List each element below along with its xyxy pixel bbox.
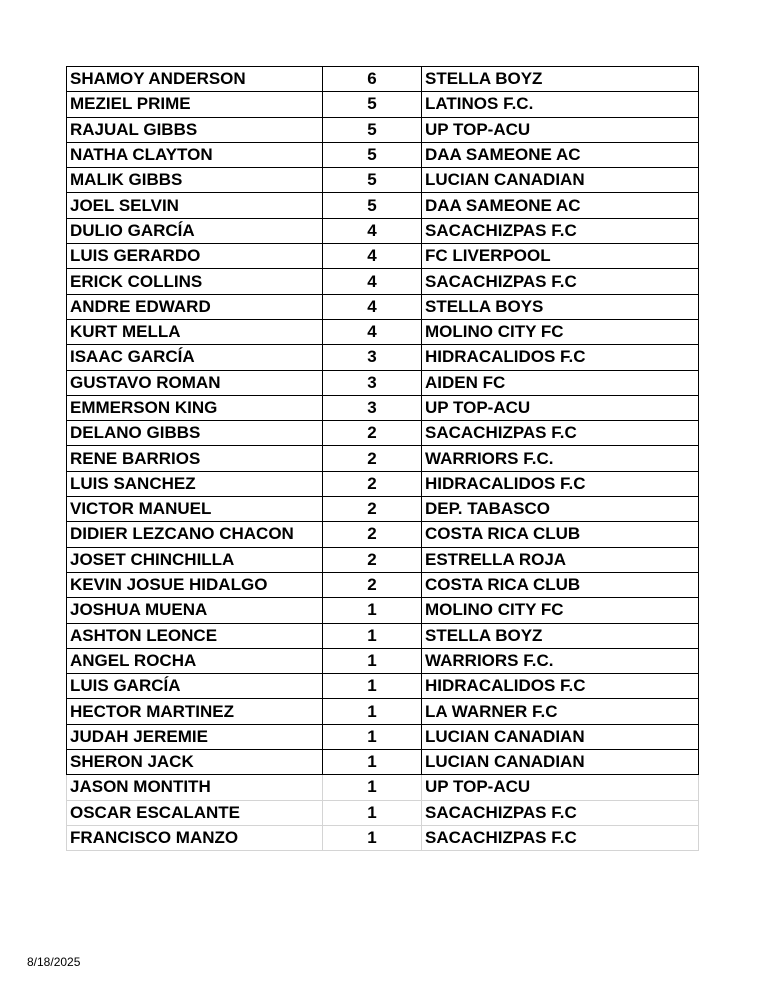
table-row: [67, 471, 699, 496]
team-cell: STELLA BOYZ: [422, 67, 699, 92]
table-row: [67, 244, 699, 269]
team-cell: AIDEN FC: [422, 370, 699, 395]
table-row: [67, 345, 699, 370]
goals-cell: 1: [323, 775, 422, 800]
goals-cell: 2: [323, 572, 422, 597]
player-cell: KEVIN JOSUE HIDALGO: [67, 572, 323, 597]
player-cell: JOEL SELVIN: [67, 193, 323, 218]
team-cell: DAA SAMEONE AC: [422, 142, 699, 167]
team-cell: SACACHIZPAS F.C: [422, 218, 699, 243]
team-cell: SACACHIZPAS F.C: [422, 825, 699, 850]
goals-cell: 2: [323, 547, 422, 572]
table-row: [67, 269, 699, 294]
goals-cell: 2: [323, 522, 422, 547]
team-cell: HIDRACALIDOS F.C: [422, 674, 699, 699]
goals-cell: 5: [323, 92, 422, 117]
goals-cell: 2: [323, 497, 422, 522]
player-cell: ANGEL ROCHA: [67, 648, 323, 673]
table-row: [67, 193, 699, 218]
table-row: [67, 395, 699, 420]
goals-cell: 3: [323, 395, 422, 420]
goals-cell: 4: [323, 294, 422, 319]
team-cell: COSTA RICA CLUB: [422, 572, 699, 597]
team-cell: STELLA BOYS: [422, 294, 699, 319]
goals-cell: 5: [323, 142, 422, 167]
team-cell: LUCIAN CANADIAN: [422, 724, 699, 749]
table-row: [67, 319, 699, 344]
goals-cell: 1: [323, 598, 422, 623]
player-cell: JUDAH JEREMIE: [67, 724, 323, 749]
goals-cell: 3: [323, 345, 422, 370]
goals-cell: 1: [323, 750, 422, 775]
player-cell: ERICK COLLINS: [67, 269, 323, 294]
goals-cell: 2: [323, 421, 422, 446]
team-cell: HIDRACALIDOS F.C: [422, 471, 699, 496]
player-cell: LUIS SANCHEZ: [67, 471, 323, 496]
goals-cell: 1: [323, 623, 422, 648]
team-cell: MOLINO CITY FC: [422, 598, 699, 623]
player-cell: LUIS GERARDO: [67, 244, 323, 269]
table-row: [67, 421, 699, 446]
goals-cell: 4: [323, 319, 422, 344]
table-row: [67, 699, 699, 724]
goals-cell: 2: [323, 471, 422, 496]
team-cell: WARRIORS F.C.: [422, 446, 699, 471]
table-row: [67, 117, 699, 142]
team-cell: LUCIAN CANADIAN: [422, 168, 699, 193]
player-cell: VICTOR MANUEL: [67, 497, 323, 522]
player-cell: FRANCISCO MANZO: [67, 825, 323, 850]
goals-cell: 1: [323, 825, 422, 850]
goals-cell: 1: [323, 674, 422, 699]
goals-cell: 2: [323, 446, 422, 471]
goals-cell: 4: [323, 244, 422, 269]
team-cell: SACACHIZPAS F.C: [422, 800, 699, 825]
goals-cell: 5: [323, 193, 422, 218]
table-row: [67, 724, 699, 749]
table-row: [67, 598, 699, 623]
team-cell: MOLINO CITY FC: [422, 319, 699, 344]
table-row: [67, 674, 699, 699]
goals-cell: 3: [323, 370, 422, 395]
table-row: [67, 370, 699, 395]
player-cell: MEZIEL PRIME: [67, 92, 323, 117]
player-cell: ASHTON LEONCE: [67, 623, 323, 648]
team-cell: LATINOS F.C.: [422, 92, 699, 117]
player-cell: MALIK GIBBS: [67, 168, 323, 193]
team-cell: FC LIVERPOOL: [422, 244, 699, 269]
player-cell: SHERON JACK: [67, 750, 323, 775]
player-cell: HECTOR MARTINEZ: [67, 699, 323, 724]
table-row: [67, 648, 699, 673]
goals-cell: 1: [323, 648, 422, 673]
team-cell: DEP. TABASCO: [422, 497, 699, 522]
player-cell: JOSHUA MUENA: [67, 598, 323, 623]
table-row: [67, 775, 699, 800]
team-cell: COSTA RICA CLUB: [422, 522, 699, 547]
goals-cell: 1: [323, 800, 422, 825]
scorers-table: [66, 66, 699, 851]
player-cell: NATHA CLAYTON: [67, 142, 323, 167]
player-cell: ANDRE EDWARD: [67, 294, 323, 319]
table-row: [67, 572, 699, 597]
goals-cell: 1: [323, 699, 422, 724]
team-cell: WARRIORS F.C.: [422, 648, 699, 673]
team-cell: UP TOP-ACU: [422, 395, 699, 420]
scorers-table-body: [67, 67, 699, 851]
player-cell: RAJUAL GIBBS: [67, 117, 323, 142]
table-row: [67, 547, 699, 572]
team-cell: UP TOP-ACU: [422, 775, 699, 800]
table-row: [67, 522, 699, 547]
table-row: [67, 750, 699, 775]
table-row: [67, 142, 699, 167]
table-row: [67, 497, 699, 522]
player-cell: DULIO GARCÍA: [67, 218, 323, 243]
player-cell: LUIS GARCÍA: [67, 674, 323, 699]
table-row: [67, 825, 699, 850]
table-row: [67, 623, 699, 648]
player-cell: KURT MELLA: [67, 319, 323, 344]
player-cell: SHAMOY ANDERSON: [67, 67, 323, 92]
team-cell: LA WARNER F.C: [422, 699, 699, 724]
goals-cell: 1: [323, 724, 422, 749]
player-cell: EMMERSON KING: [67, 395, 323, 420]
goals-cell: 4: [323, 269, 422, 294]
goals-cell: 6: [323, 67, 422, 92]
player-cell: OSCAR ESCALANTE: [67, 800, 323, 825]
team-cell: UP TOP-ACU: [422, 117, 699, 142]
table-row: [67, 168, 699, 193]
team-cell: SACACHIZPAS F.C: [422, 421, 699, 446]
player-cell: DIDIER LEZCANO CHACON: [67, 522, 323, 547]
team-cell: HIDRACALIDOS F.C: [422, 345, 699, 370]
table-row: [67, 446, 699, 471]
player-cell: JASON MONTITH: [67, 775, 323, 800]
table-row: [67, 800, 699, 825]
table-row: [67, 218, 699, 243]
table-row: [67, 92, 699, 117]
player-cell: GUSTAVO ROMAN: [67, 370, 323, 395]
player-cell: DELANO GIBBS: [67, 421, 323, 446]
team-cell: ESTRELLA ROJA: [422, 547, 699, 572]
player-cell: JOSET CHINCHILLA: [67, 547, 323, 572]
goals-cell: 5: [323, 168, 422, 193]
team-cell: STELLA BOYZ: [422, 623, 699, 648]
table-row: [67, 67, 699, 92]
goals-cell: 5: [323, 117, 422, 142]
team-cell: LUCIAN CANADIAN: [422, 750, 699, 775]
team-cell: DAA SAMEONE AC: [422, 193, 699, 218]
print-date: 8/18/2025: [27, 955, 81, 969]
player-cell: ISAAC GARCÍA: [67, 345, 323, 370]
goals-cell: 4: [323, 218, 422, 243]
table-row: [67, 294, 699, 319]
team-cell: SACACHIZPAS F.C: [422, 269, 699, 294]
player-cell: RENE BARRIOS: [67, 446, 323, 471]
